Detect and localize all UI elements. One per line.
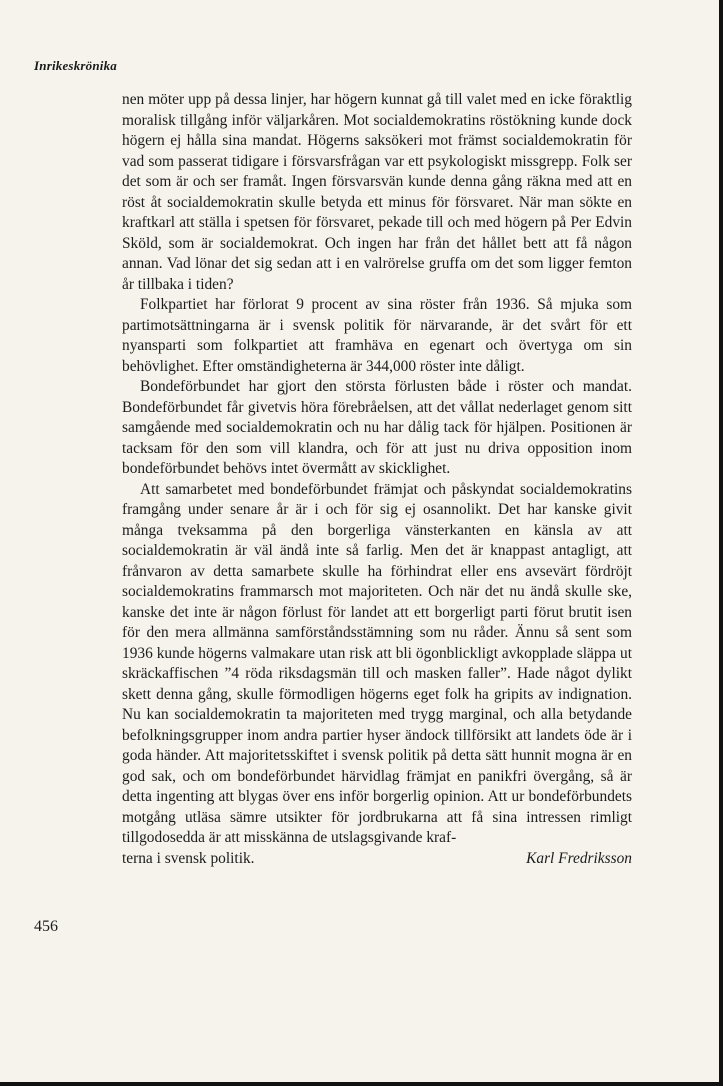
paragraph-2: Folkpartiet har förlorat 9 procent av sina röster från 1936. Så mjuka som partimotsättningarna är i svensk politik för närvarande, är det svårt för ett nyansparti som folkpartiet att framhäva en egenart och övertyga om sin behövlighet. Efter omständigheterna är 344,000 röster inte dåligt. [122, 296, 632, 375]
author-signature: Karl Fredriksson [526, 849, 632, 867]
paragraph-4: Att samarbetet med bondeförbundet främjat och påskyndat socialdemokratins framgång under senare år är i och för sig ej osannolikt. Det har kanske givit många tveksamma på den borgerliga vänsterkanten en känsla av att socialdemokratin är väl ändå inte så farlig. Men det är knappast antagligt, att frånvaron av detta samarbete skulle ha förhindrat eller ens avsevärt fördröjt socialdemokratins frammarsch mot majoriteten. Och när det nu ändå skulle ske, kanske det inte är någon förlust för landet att ett borgerligt parti förut brutit isen för den mera allmänna samförståndsstämning som nu råder. Ännu så sent som 1936 kunde högerns valmakare utan risk att bli ögonblickligt avkopplade släppa ut skräckaffischen ”4 röda riksdagsmän till och masken faller”. Hade något dylikt skett denna gång, skulle förmodligen högerns eget folk ha gripits av indignation. Nu kan socialdemokratin ta majoriteten med trygg marginal, och alla betydande befolkningsgrupper inom andra partier hyser ändock tillförsikt att landets öde är i goda händer. Att majoritetsskiftet i svensk politik på detta sätt hunnit mogna är en god sak, och om bondeförbundet härvidlag främjat en panikfri övergång, så är detta ingenting att blygas över ens inför borgerlig opinion. Att ur bondeförbundets motgång utläsa sämre utsikter för jordbrukarna att få sina intressen rimligt tillgodosedda är att misskänna de utslagsgivande kraf- [122, 480, 632, 846]
paragraph-3: Bondeförbundet har gjort den största förlusten både i röster och mandat. Bondeförbundet får givetvis höra förebråelsen, att det vållat nederlaget genom sitt samgående med socialdemokratin och nu har dålig tack för hjälpen. Positionen är tacksam för den som vill klandra, och för att just nu driva opposition inom bondeförbundet behövs intet övermått av skicklighet. [122, 378, 632, 477]
closing-line [122, 849, 632, 870]
page-number: 456 [34, 918, 58, 935]
running-head: Inrikeskrönika [34, 58, 117, 73]
paragraph-1: nen möter upp på dessa linjer, har högern kunnat gå till valet med en icke föraktlig moralisk tillgång inför väljarkåren. Mot socialdemokratins röstökning kunde dock högern ej hålla sina mandat. Högerns saksökeri mot främst socialdemokratin för vad som passerat tidigare i försvarsfrågan var ett psykologiskt missgrepp. Folk ser det som är och ser framåt. Ingen försvarsvän kunde denna gång räkna med att en röst åt socialdemokratin skulle betyda ett minus för försvaret. När man sökte en kraftkarl att ställa i spetsen för försvaret, pekade till och med högern på Per Edvin Sköld, som är socialdemokrat. Och ingen har från det hållet bett att få någon annan. Vad lönar det sig sedan att i en valrörelse gruffa om det som ligger femton år tillbaka i tiden? [122, 91, 632, 293]
closing-text: terna i svensk politik. [122, 849, 255, 867]
article-body [122, 90, 632, 869]
